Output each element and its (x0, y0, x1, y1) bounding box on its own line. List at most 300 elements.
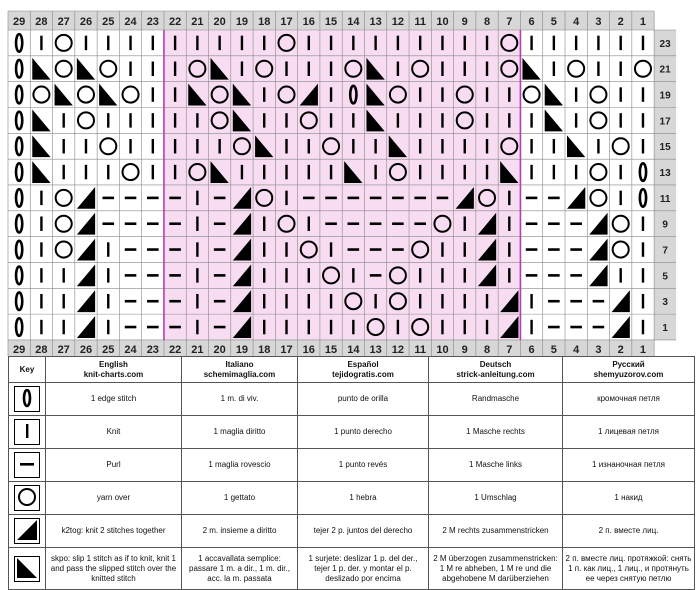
col-label-top: 25 (102, 16, 115, 28)
purl-icon (437, 197, 449, 200)
knit-icon (85, 36, 87, 50)
knit-icon (218, 36, 220, 50)
skpo-icon (567, 135, 585, 157)
yarn-over-icon (100, 61, 116, 77)
purl-icon (370, 248, 382, 251)
knit-icon (486, 62, 488, 76)
knit-icon (40, 36, 42, 50)
knit-icon (419, 36, 421, 50)
knit-icon (85, 165, 87, 179)
knit-icon (174, 113, 176, 127)
edge-stitch-icon (16, 215, 22, 233)
knit-icon (330, 165, 332, 179)
knit-icon (152, 113, 154, 127)
edge-stitch-icon (16, 241, 22, 259)
knit-icon (196, 268, 198, 282)
knit-icon (441, 139, 443, 153)
knit-icon (196, 191, 198, 205)
legend-text-cell: 1 gettato (182, 482, 298, 515)
skpo-icon (32, 161, 50, 183)
knit-icon (263, 113, 265, 127)
purl-icon (102, 222, 114, 225)
yarn-over-icon (123, 164, 139, 180)
k2tog-icon (77, 213, 95, 235)
purl-icon (526, 248, 538, 251)
legend-text-cell: 1 Umschlag (429, 482, 563, 515)
legend-text-cell: 1 Masche rechts (429, 416, 563, 449)
yarn-over-icon (78, 112, 94, 128)
col-label-top: 26 (79, 16, 93, 28)
knit-icon (196, 36, 198, 50)
knit-icon (330, 242, 332, 256)
knit-icon (620, 268, 622, 282)
knit-icon (530, 113, 532, 127)
knit-icon (419, 87, 421, 101)
legend-row (9, 482, 695, 515)
legend-text-cell: 1 накид (563, 482, 695, 515)
knit-icon (308, 165, 310, 179)
knit-icon (63, 113, 65, 127)
knit-icon (419, 113, 421, 127)
knit-icon (620, 36, 622, 50)
knit-icon (441, 294, 443, 308)
col-label-bottom: 14 (347, 343, 360, 356)
purl-icon (526, 222, 538, 225)
col-label-top: 17 (280, 16, 293, 28)
edge-stitch-icon (16, 60, 22, 78)
knit-icon (642, 139, 644, 153)
knit-icon (285, 294, 287, 308)
col-label-top: 22 (168, 16, 182, 28)
purl-icon (169, 248, 181, 251)
knit-icon (530, 294, 532, 308)
knit-icon (107, 113, 109, 127)
col-label-bottom: 17 (280, 343, 293, 356)
legend-text-cell: 1 surjete: deslizar 1 p. del der., tejer 1 p. der. y montar el p. deslizado por encima (298, 548, 429, 590)
knit-icon (352, 36, 354, 50)
col-label-bottom: 16 (302, 343, 315, 356)
skpo-icon (99, 84, 117, 106)
knit-icon (330, 62, 332, 76)
legend-row (9, 383, 695, 416)
knit-icon (441, 268, 443, 282)
knit-icon (196, 139, 198, 153)
knit-icon (107, 242, 109, 256)
knit-icon (308, 139, 310, 153)
col-label-bottom: 28 (35, 343, 48, 356)
knit-icon (642, 216, 644, 230)
legend-text-cell: 2 п. вместе лиц. (563, 515, 695, 548)
legend-text-cell: 1 m. di viv. (182, 383, 298, 416)
knit-icon (419, 139, 421, 153)
row-label: 21 (659, 64, 671, 76)
knit-icon (486, 87, 488, 101)
col-label-bottom: 9 (461, 343, 468, 356)
knit-icon (330, 294, 332, 308)
knit-icon (575, 87, 577, 101)
knit-icon (107, 165, 109, 179)
knit-icon (174, 139, 176, 153)
knit-icon (263, 165, 265, 179)
col-label-top: 20 (213, 16, 226, 28)
knit-icon (642, 294, 644, 308)
knit-icon (486, 294, 488, 308)
legend-header-row (9, 357, 695, 383)
knit-icon (308, 320, 310, 334)
col-label-top: 23 (146, 16, 159, 28)
legend-row (9, 449, 695, 482)
col-label-top: 21 (191, 16, 204, 28)
col-label-top: 4 (573, 16, 580, 28)
edge-stitch-icon (16, 267, 22, 285)
col-label-top: 19 (235, 16, 249, 28)
yarn-over-icon (56, 190, 72, 206)
knit-icon (352, 139, 354, 153)
knit-icon (419, 294, 421, 308)
legend-header-english (46, 357, 182, 383)
edge-stitch-icon (640, 163, 646, 181)
knit-icon (486, 139, 488, 153)
purl-icon (125, 274, 137, 277)
knit-icon (419, 165, 421, 179)
row-label: 3 (662, 297, 668, 309)
purl-icon (325, 197, 337, 200)
purl-icon (570, 248, 582, 251)
row-label: 9 (662, 219, 668, 231)
lang-name: English (99, 359, 128, 369)
knit-icon (308, 62, 310, 76)
knit-icon (40, 294, 42, 308)
col-label-bottom: 5 (550, 343, 557, 356)
row-label: 17 (659, 116, 671, 128)
purl-icon (214, 300, 226, 303)
edge-stitch-icon (16, 318, 22, 336)
legend-table (8, 356, 695, 590)
k2tog-icon (589, 264, 607, 286)
purl-icon (125, 300, 137, 303)
purl-icon (593, 326, 605, 329)
row-label: 13 (659, 168, 671, 180)
knit-icon (285, 165, 287, 179)
knit-icon (241, 36, 243, 50)
purl-icon (548, 248, 560, 251)
knit-icon (263, 294, 265, 308)
k2tog-icon (77, 316, 95, 338)
knit-icon (263, 36, 265, 50)
knit-icon (308, 294, 310, 308)
legend-symbol-cell (9, 416, 46, 449)
legend-header-espanol (298, 357, 429, 383)
purl-icon (125, 222, 137, 225)
row-label: 15 (659, 142, 671, 154)
legend-row (9, 548, 695, 590)
k2tog-icon (612, 290, 630, 312)
legend-symbol-cell (9, 515, 46, 548)
purl-icon (348, 197, 360, 200)
col-label-top: 13 (369, 16, 382, 28)
knit-icon (129, 113, 131, 127)
knit-icon (441, 87, 443, 101)
purl-icon (169, 300, 181, 303)
yarn-over-icon (56, 216, 72, 232)
skpo-icon (32, 135, 50, 157)
legend-text-cell: k2tog: knit 2 stitches together (46, 515, 182, 548)
k2tog-icon (567, 187, 585, 209)
legend-text-cell: кромочная петля (563, 383, 695, 416)
site-name: schemimaglia.com (203, 369, 276, 379)
legend-text-cell: Randmasche (429, 383, 563, 416)
skpo-icon (32, 58, 50, 80)
knit-icon (642, 268, 644, 282)
col-label-bottom: 10 (436, 343, 449, 356)
legend-symbol-cell (9, 482, 46, 515)
knit-icon (174, 36, 176, 50)
knit-icon (129, 62, 131, 76)
purl-icon (169, 197, 181, 200)
knit-icon (508, 87, 510, 101)
skpo-icon (55, 84, 73, 106)
knit-icon (486, 320, 488, 334)
legend-text-cell: 2 п. вместе лиц. протяжкой: снять 1 п. как лиц., 1 лиц., и протянуть ее через снятую петлю (563, 548, 695, 590)
legend-text-cell: 1 Masche links (429, 449, 563, 482)
purl-icon (526, 197, 538, 200)
col-label-bottom: 24 (124, 343, 137, 356)
site-name: strick-anleitung.com (456, 369, 535, 379)
edge-stitch-icon (16, 163, 22, 181)
yarn-over-icon (14, 485, 40, 511)
skpo-icon (545, 84, 563, 106)
knit-icon (486, 113, 488, 127)
row-label: 1 (662, 323, 668, 335)
knit-icon (441, 113, 443, 127)
knit-icon (441, 165, 443, 179)
col-label-bottom: 11 (414, 343, 427, 356)
knit-icon (419, 268, 421, 282)
legend-text-cell: yarn over (46, 482, 182, 515)
legend-row (9, 515, 695, 548)
purl-icon (325, 222, 337, 225)
knit-icon (308, 36, 310, 50)
yarn-over-icon (100, 138, 116, 154)
purl-icon (214, 197, 226, 200)
knit-icon (196, 294, 198, 308)
k2tog-icon (589, 239, 607, 261)
col-label-top: 27 (57, 16, 70, 28)
col-label-top: 9 (461, 16, 468, 28)
knit-icon (129, 36, 131, 50)
purl-icon (548, 274, 560, 277)
knit-icon (397, 113, 399, 127)
knit-icon (196, 216, 198, 230)
legend-text-cell: 1 accavallata semplice: passare 1 m. a dir., 1 m. dir., acc. la m. passata (182, 548, 298, 590)
purl-icon (147, 248, 159, 251)
purl-icon (125, 326, 137, 329)
knit-icon (152, 36, 154, 50)
col-label-top: 12 (391, 16, 405, 28)
purl-icon (214, 222, 226, 225)
knit-icon (620, 165, 622, 179)
knit-icon (508, 268, 510, 282)
col-label-bottom: 27 (57, 343, 70, 356)
knit-icon (174, 165, 176, 179)
knit-icon (40, 191, 42, 205)
knit-icon (196, 320, 198, 334)
knit-icon (241, 62, 243, 76)
lang-name: Español (347, 359, 379, 369)
knit-icon (352, 320, 354, 334)
purl-icon (570, 326, 582, 329)
legend-text-cell: 2 m. insieme a diritto (182, 515, 298, 548)
site-name: tejidogratis.com (332, 369, 394, 379)
col-label-bottom: 29 (13, 343, 26, 356)
purl-icon (548, 222, 560, 225)
legend-text-cell: 1 лицевая петля (563, 416, 695, 449)
knit-icon (107, 320, 109, 334)
knit-icon (553, 139, 555, 153)
yarn-over-icon (590, 87, 606, 103)
knit-icon (597, 139, 599, 153)
knit-icon (441, 242, 443, 256)
skpo-icon (14, 556, 40, 582)
col-label-bottom: 26 (79, 343, 93, 356)
lang-name: Deutsch (479, 359, 512, 369)
knit-icon (152, 139, 154, 153)
knit-icon (553, 62, 555, 76)
knit-icon (530, 139, 532, 153)
purl-icon (548, 197, 560, 200)
knit-icon (486, 36, 488, 50)
col-label-bottom: 1 (639, 343, 647, 356)
knit-icon (620, 87, 622, 101)
knit-icon (330, 320, 332, 334)
col-label-top: 8 (483, 16, 491, 28)
row-label: 7 (662, 245, 668, 257)
legend-text-cell: 2 M rechts zusammenstricken (429, 515, 563, 548)
purl-icon (526, 274, 538, 277)
skpo-icon (545, 109, 563, 131)
knit-icon (508, 242, 510, 256)
knit-icon (530, 165, 532, 179)
edge-stitch-icon (16, 34, 22, 52)
yarn-over-icon (56, 242, 72, 258)
yarn-over-icon (568, 61, 584, 77)
purl-icon (370, 274, 382, 277)
knit-icon (620, 62, 622, 76)
purl-icon (214, 326, 226, 329)
knit-icon (330, 87, 332, 101)
knit-icon (263, 320, 265, 334)
skpo-icon (522, 58, 540, 80)
row-label: 19 (659, 90, 671, 102)
col-label-bottom: 8 (483, 343, 491, 356)
knit-icon (152, 62, 154, 76)
legend-text-cell: punto de orilla (298, 383, 429, 416)
edge-stitch-icon (14, 386, 40, 412)
col-label-bottom: 22 (168, 343, 182, 356)
yarn-over-icon (590, 112, 606, 128)
knit-icon (597, 36, 599, 50)
edge-stitch-icon (640, 189, 646, 207)
knit-icon (129, 139, 131, 153)
purl-icon (370, 197, 382, 200)
site-name: knit-charts.com (83, 369, 144, 379)
purl-icon (214, 274, 226, 277)
knit-icon (285, 62, 287, 76)
skpo-icon (32, 109, 50, 131)
legend-text-cell: 1 maglia diritto (182, 416, 298, 449)
purl-icon (169, 274, 181, 277)
yarn-over-icon (590, 190, 606, 206)
legend-row (9, 416, 695, 449)
col-label-top: 2 (617, 16, 624, 28)
knit-icon (464, 139, 466, 153)
purl-icon (125, 248, 137, 251)
purl-icon (102, 197, 114, 200)
col-label-bottom: 2 (617, 343, 624, 356)
knit-icon (553, 36, 555, 50)
col-label-top: 15 (324, 16, 338, 28)
purl-icon (348, 222, 360, 225)
legend-symbol-cell (9, 449, 46, 482)
knit-icon (620, 191, 622, 205)
purl-icon (348, 248, 360, 251)
legend-text-cell: 1 hebra (298, 482, 429, 515)
lang-name: Русский (612, 359, 645, 369)
legend-text-cell: 1 punto revés (298, 449, 429, 482)
knit-icon (508, 113, 510, 127)
col-label-top: 10 (436, 16, 449, 28)
purl-icon (370, 222, 382, 225)
col-label-bottom: 3 (595, 343, 602, 356)
knit-icon (107, 36, 109, 50)
site-name: shemyuzorov.com (593, 369, 664, 379)
knit-icon (397, 62, 399, 76)
purl-icon (593, 300, 605, 303)
col-label-bottom: 13 (369, 343, 382, 356)
purl-icon (548, 326, 560, 329)
knit-icon (508, 216, 510, 230)
knit-icon (464, 242, 466, 256)
lang-name: Italiano (225, 359, 254, 369)
purl-icon (414, 222, 426, 225)
purl-icon (392, 248, 404, 251)
purl-icon (169, 222, 181, 225)
knit-icon (40, 320, 42, 334)
legend-text-cell: 2 M überzogen zusammenstricken: 1 M re abheben, 1 M re und die abgehobene M darüberziehen (429, 548, 563, 590)
yarn-over-icon (56, 61, 72, 77)
knit-icon (196, 113, 198, 127)
col-label-bottom: 21 (191, 343, 204, 356)
knit-icon (107, 268, 109, 282)
knit-icon (285, 113, 287, 127)
legend-header-italiano (182, 357, 298, 383)
k2tog-icon (77, 264, 95, 286)
legend-key-header: Key (9, 357, 46, 383)
col-label-top: 16 (302, 16, 315, 28)
knit-icon (285, 139, 287, 153)
yarn-over-icon (613, 242, 629, 258)
legend-text-cell: 1 изнаночная петля (563, 449, 695, 482)
knit-icon (441, 36, 443, 50)
knit-icon (263, 268, 265, 282)
purl-icon (125, 197, 137, 200)
purl-icon (147, 326, 159, 329)
purl-icon (570, 274, 582, 277)
k2tog-icon (589, 213, 607, 235)
knit-icon (441, 320, 443, 334)
purl-icon (147, 197, 159, 200)
knit-icon (152, 87, 154, 101)
